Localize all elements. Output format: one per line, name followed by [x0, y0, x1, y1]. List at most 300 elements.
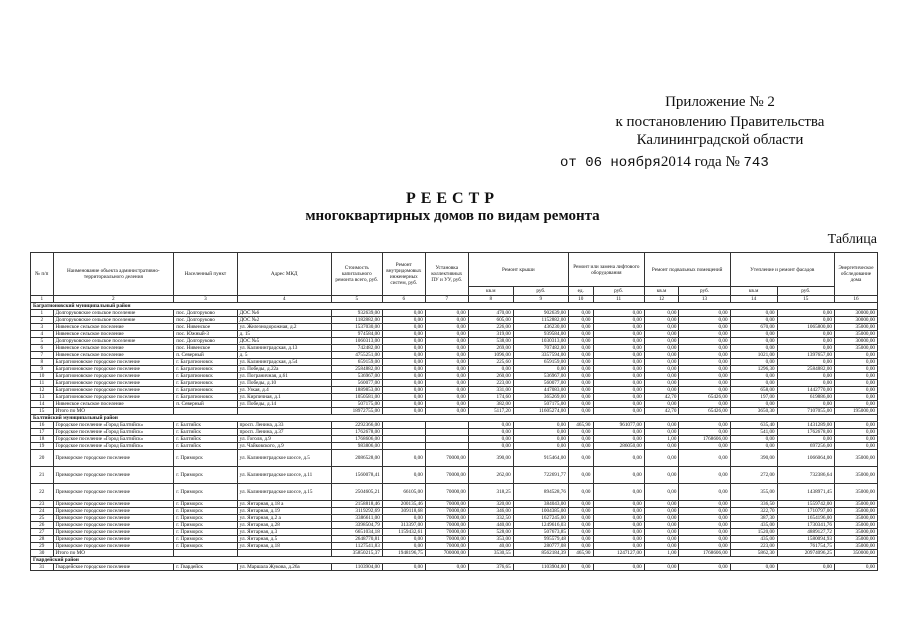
table-cell: 223,00 — [468, 380, 513, 387]
table-cell: 0,00 — [468, 422, 513, 429]
table-cell: 70000,00 — [425, 515, 468, 522]
table-cell: 28 — [31, 536, 54, 543]
table-cell: 440,00 — [468, 522, 513, 529]
table-cell: Приморское городское поселение — [53, 484, 174, 501]
table-cell: 35000,00 — [834, 522, 877, 529]
table-row — [31, 310, 878, 317]
table-cell: 0,00 — [568, 529, 593, 536]
table-cell: 70000,00 — [425, 508, 468, 515]
table-cell: 0,00 — [425, 359, 468, 366]
table-cell: 0,00 — [644, 450, 679, 467]
col-elevator: Ремонт или замена лифтового оборудования — [568, 253, 644, 287]
table-cell: 635,40 — [730, 422, 777, 429]
table-cell: 0,00 — [593, 310, 644, 317]
table-cell: Нивенское сельское поселение — [53, 331, 174, 338]
table-cell: 0,00 — [382, 450, 425, 467]
table-cell: 31 — [31, 564, 54, 571]
table-row — [31, 543, 878, 550]
table-cell: 0,00 — [644, 443, 679, 450]
table-cell: 0,00 — [425, 401, 468, 408]
table-cell: 0,00 — [777, 564, 834, 571]
table-cell — [174, 408, 237, 415]
table-cell: 0,00 — [568, 387, 593, 394]
table-cell: 0,00 — [593, 373, 644, 380]
registry-table — [30, 252, 878, 571]
table-row — [31, 408, 878, 415]
table-cell: 35000,00 — [834, 484, 877, 501]
table-cell: 1,00 — [644, 550, 679, 557]
table-cell: 1066064,00 — [777, 450, 834, 467]
registry-title: РЕЕСТР — [405, 190, 500, 207]
col-locality: Населенный пункт — [174, 253, 237, 296]
table-cell: 0,00 — [679, 401, 730, 408]
table-cell: 309118,68 — [382, 508, 425, 515]
table-cell: 1438971,45 — [777, 484, 834, 501]
table-cell: 0,00 — [468, 366, 513, 373]
table-cell: 0,00 — [730, 317, 777, 324]
table-cell: 0,00 — [834, 564, 877, 571]
table-cell: 0,00 — [568, 345, 593, 352]
table-cell: ул. Янтарная, д.18 — [237, 543, 331, 550]
table-cell: 0,00 — [593, 450, 644, 467]
table-cell: 0,00 — [382, 373, 425, 380]
column-number: 7 — [425, 296, 468, 303]
table-cell: Городское поселение «Город Балтийск» — [53, 422, 174, 429]
table-cell: 0,00 — [593, 366, 644, 373]
table-cell: 195000,00 — [834, 408, 877, 415]
table-cell: 2648770,81 — [331, 536, 382, 543]
table-cell: 70000,00 — [425, 450, 468, 467]
table-cell: 5117,20 — [468, 408, 513, 415]
table-cell: ул. Победы, д.22а — [237, 366, 331, 373]
col-internal: Ремонт внутридомовых инженерных систем, руб. — [382, 253, 425, 296]
table-cell: Долгоруковское сельское поселение — [53, 338, 174, 345]
section-header-row — [31, 303, 878, 310]
table-cell: 18 — [31, 436, 54, 443]
table-row — [31, 387, 878, 394]
table-cell: 0,00 — [425, 380, 468, 387]
table-cell: пос. Южный-3 — [174, 331, 237, 338]
table-cell: г. Балтийск — [174, 422, 237, 429]
table-cell: г. Балтийск — [174, 429, 237, 436]
column-number: 5 — [331, 296, 382, 303]
table-cell: 4755251,00 — [331, 352, 382, 359]
table-cell: 0,00 — [834, 436, 877, 443]
table-row — [31, 317, 878, 324]
table-cell: 0,00 — [679, 345, 730, 352]
table-cell: 23 — [31, 501, 54, 508]
sub-facade-sqm: кв.м — [730, 287, 777, 296]
table-cell: 269,00 — [468, 345, 513, 352]
table-cell: 436230,00 — [513, 324, 568, 331]
appendix-line-1: Приложение № 2 — [665, 94, 775, 110]
table-cell: ул. Кирпичная, д.1 — [237, 394, 331, 401]
table-cell: 20 — [31, 450, 54, 467]
table-cell: 0,00 — [593, 324, 644, 331]
table-cell: 0,00 — [425, 352, 468, 359]
table-cell: 0,00 — [568, 543, 593, 550]
column-number: 11 — [593, 296, 644, 303]
table-cell: 0,00 — [730, 373, 777, 380]
table-cell: 0,00 — [730, 331, 777, 338]
table-cell: 0,00 — [644, 508, 679, 515]
table-cell: 0,00 — [593, 536, 644, 543]
table-cell: г. Багратионовск — [174, 366, 237, 373]
table-cell: 894528,76 — [513, 484, 568, 501]
table-cell: 1710797,00 — [777, 508, 834, 515]
table-cell: 225,60 — [468, 359, 513, 366]
table-cell: 0,00 — [679, 508, 730, 515]
col-energy: Энергетическое обследование дома — [834, 253, 877, 296]
table-cell: 20974096,25 — [777, 550, 834, 557]
table-cell: 0,00 — [834, 373, 877, 380]
table-row — [31, 331, 878, 338]
table-cell: Приморское городское поселение — [53, 450, 174, 467]
table-row — [31, 508, 878, 515]
table-cell — [382, 422, 425, 429]
table-cell: 0,00 — [382, 324, 425, 331]
sub-facade-rub: руб. — [777, 287, 834, 296]
table-cell: 0,00 — [644, 522, 679, 529]
table-cell: 0,00 — [777, 331, 834, 338]
table-cell: 0,00 — [568, 564, 593, 571]
table-cell: 22 — [31, 484, 54, 501]
table-cell — [382, 436, 425, 443]
sub-basement-rub: руб. — [679, 287, 730, 296]
table-cell: ДОС №5 — [237, 338, 331, 345]
table-cell: 0,00 — [568, 317, 593, 324]
table-cell — [237, 550, 331, 557]
registry-body — [31, 303, 878, 571]
table-cell: 0,00 — [679, 352, 730, 359]
table-cell: 0,00 — [382, 536, 425, 543]
table-cell: 0,00 — [644, 515, 679, 522]
table-cell: 35000,00 — [834, 467, 877, 484]
table-cell: ул. Калининградская, д.13 — [237, 345, 331, 352]
table-cell: 35000,00 — [834, 324, 877, 331]
col-municipality: Наименование объекта административно-территориального деления — [53, 253, 174, 296]
table-cell: г. Приморск — [174, 501, 237, 508]
table-cell: 465,90 — [568, 422, 593, 429]
table-cell: 0,00 — [679, 501, 730, 508]
table-cell: 0,00 — [593, 522, 644, 529]
table-cell: 0,00 — [425, 387, 468, 394]
table-cell: пос. Долгоруково — [174, 317, 237, 324]
table-cell: 1537030,00 — [331, 324, 382, 331]
table-cell: ДОС №2 — [237, 317, 331, 324]
table-row — [31, 422, 878, 429]
table-cell: 0,00 — [834, 359, 877, 366]
table-cell: 0,00 — [644, 352, 679, 359]
table-cell: Городское поселение «Город Балтийск» — [53, 429, 174, 436]
table-cell: 507673,85 — [513, 529, 568, 536]
table-cell — [425, 429, 468, 436]
table-cell: 387,30 — [730, 515, 777, 522]
table-cell: 0,00 — [382, 331, 425, 338]
table-row — [31, 443, 878, 450]
table-cell: 670,00 — [730, 324, 777, 331]
table-cell: ул. Янтарная, д.2 а — [237, 515, 331, 522]
table-cell: Городское поселение «Город Балтийск» — [53, 436, 174, 443]
table-cell: 0,00 — [679, 331, 730, 338]
table-cell — [382, 429, 425, 436]
table-cell: 0,00 — [593, 331, 644, 338]
table-cell: 961077,00 — [593, 422, 644, 429]
table-cell: 8562184,39 — [513, 550, 568, 557]
table-cell: 0,00 — [568, 536, 593, 543]
table-cell: 332,50 — [468, 515, 513, 522]
table-cell: 286050,00 — [593, 443, 644, 450]
table-cell: 15 — [31, 408, 54, 415]
table-row — [31, 436, 878, 443]
table-cell: 6651034,18 — [331, 529, 382, 536]
table-cell: 0,00 — [644, 359, 679, 366]
table-cell: 1004385,00 — [513, 508, 568, 515]
table-cell: 0,00 — [593, 352, 644, 359]
table-cell: 0,00 — [425, 338, 468, 345]
table-cell: 174,60 — [468, 394, 513, 401]
table-cell: 1247127,00 — [593, 550, 644, 557]
table-cell: 376,65 — [468, 564, 513, 571]
table-cell: 1627245,00 — [513, 515, 568, 522]
table-cell: 0,00 — [593, 338, 644, 345]
table-cell: 8 — [31, 359, 54, 366]
table-cell: 355,00 — [730, 484, 777, 501]
decree-number: 743 — [743, 155, 769, 171]
table-cell: 35000,00 — [834, 529, 877, 536]
table-cell: 322,70 — [730, 508, 777, 515]
table-row — [31, 536, 878, 543]
table-cell: 932639,00 — [331, 310, 382, 317]
table-cell: 0,00 — [382, 352, 425, 359]
table-cell: д. 5 — [237, 352, 331, 359]
table-cell: 272,00 — [730, 467, 777, 484]
table-cell: 0,00 — [593, 408, 644, 415]
table-cell: 0,00 — [730, 310, 777, 317]
table-cell: Итого по МО — [53, 550, 174, 557]
table-cell: 541,00 — [730, 429, 777, 436]
table-cell: 0,00 — [834, 401, 877, 408]
table-cell: 659159,00 — [513, 359, 568, 366]
table-cell: 0,00 — [382, 380, 425, 387]
table-cell: пос. Нивенское — [174, 345, 237, 352]
table-cell: ул. Чайковского, д.9 — [237, 443, 331, 450]
table-cell: 1520,00 — [730, 529, 777, 536]
table-cell: 35000,00 — [834, 515, 877, 522]
table-cell: 3 — [31, 324, 54, 331]
table-cell: 35000,00 — [834, 536, 877, 543]
table-cell: г. Приморск — [174, 508, 237, 515]
table-cell: г. Багратионовск — [174, 380, 237, 387]
table-cell: 619886,00 — [777, 394, 834, 401]
table-cell: 3530,55 — [468, 550, 513, 557]
table-cell: Приморское городское поселение — [53, 522, 174, 529]
table-cell: Нивенское сельское поселение — [53, 401, 174, 408]
table-cell: 0,00 — [593, 380, 644, 387]
table-cell: 30000,00 — [834, 310, 877, 317]
table-cell: 0,00 — [777, 317, 834, 324]
table-cell: 0,00 — [679, 387, 730, 394]
table-cell: 2504605,21 — [331, 484, 382, 501]
table-cell: 0,00 — [568, 359, 593, 366]
table-cell: 697256,00 — [777, 443, 834, 450]
table-cell: 1889853,00 — [331, 387, 382, 394]
table-cell: 1096,00 — [468, 352, 513, 359]
table-cell: 25 — [31, 515, 54, 522]
table-cell: 0,00 — [593, 501, 644, 508]
table-cell: 1762678,00 — [777, 429, 834, 436]
table-cell: 0,00 — [644, 564, 679, 571]
table-cell: 1182882,00 — [331, 317, 382, 324]
table-cell: 0,00 — [834, 387, 877, 394]
table-cell: 0,00 — [382, 387, 425, 394]
table-row — [31, 564, 878, 571]
table-cell: 658,00 — [730, 387, 777, 394]
table-cell — [237, 408, 331, 415]
table-cell: 319,00 — [468, 331, 513, 338]
table-cell: 528,00 — [468, 529, 513, 536]
table-cell: 200135,46 — [382, 501, 425, 508]
table-cell: г. Приморск — [174, 450, 237, 467]
table-cell: 2292366,00 — [331, 422, 382, 429]
table-cell: 0,00 — [568, 394, 593, 401]
table-cell: 70000,00 — [425, 543, 468, 550]
table-cell: 1060313,00 — [331, 338, 382, 345]
table-cell: 1730341,76 — [777, 522, 834, 529]
col-meters: Установка коллективных ПУ и УУ, руб. — [425, 253, 468, 296]
table-cell: 0,00 — [593, 317, 644, 324]
table-cell: 318,25 — [468, 484, 513, 501]
table-cell: 0,00 — [382, 366, 425, 373]
table-cell: Багратионовское городское поселение — [53, 373, 174, 380]
table-cell: 30 — [31, 550, 54, 557]
table-cell: 983806,00 — [331, 443, 382, 450]
table-cell: 336,50 — [730, 501, 777, 508]
table-cell: 1103904,00 — [331, 564, 382, 571]
table-cell: 65426,00 — [679, 408, 730, 415]
table-cell: г. Приморск — [174, 536, 237, 543]
table-cell: 0,00 — [568, 522, 593, 529]
table-cell: 70000,00 — [425, 484, 468, 501]
table-cell: 0,00 — [568, 338, 593, 345]
table-cell: 30000,00 — [834, 338, 877, 345]
col-no: № п/п — [31, 253, 54, 296]
table-cell: 2 — [31, 317, 54, 324]
table-cell: просп. Ленина, д.37 — [237, 429, 331, 436]
table-cell: 35000,00 — [834, 508, 877, 515]
table-cell: 0,00 — [644, 484, 679, 501]
column-number: 16 — [834, 296, 877, 303]
table-cell: 0,00 — [593, 387, 644, 394]
table-cell: 447083,00 — [513, 387, 568, 394]
table-cell: 35850215,37 — [331, 550, 382, 557]
table-row — [31, 484, 878, 501]
table-cell: 223,00 — [730, 543, 777, 550]
table-cell: 390,00 — [730, 450, 777, 467]
table-cell: 0,00 — [679, 373, 730, 380]
table-cell: 0,00 — [382, 394, 425, 401]
table-cell: 0,00 — [644, 529, 679, 536]
table-cell: 0,00 — [777, 380, 834, 387]
table-row — [31, 550, 878, 557]
table-cell: 0,00 — [568, 380, 593, 387]
table-cell: 7107055,00 — [777, 408, 834, 415]
table-cell: 536967,00 — [513, 373, 568, 380]
table-cell: 0,00 — [425, 345, 468, 352]
table-cell: 0,00 — [834, 443, 877, 450]
table-row — [31, 450, 878, 467]
table-cell: 0,00 — [593, 345, 644, 352]
table-cell: 40,00 — [468, 543, 513, 550]
table-cell: г. Приморск — [174, 467, 237, 484]
table-row — [31, 324, 878, 331]
table-cell: 70000,00 — [425, 467, 468, 484]
table-cell: 0,00 — [679, 536, 730, 543]
table-cell: п. Северный — [174, 352, 237, 359]
table-row — [31, 366, 878, 373]
table-cell: 700000,00 — [425, 550, 468, 557]
table-row — [31, 373, 878, 380]
table-cell: 1442770,00 — [777, 387, 834, 394]
table-cell: 1065800,00 — [777, 324, 834, 331]
table-cell: 313397,00 — [382, 522, 425, 529]
table-cell: 0,00 — [568, 324, 593, 331]
table-row — [31, 380, 878, 387]
table-cell: 1654196,00 — [777, 515, 834, 522]
table-cell: 35000,00 — [834, 543, 877, 550]
table-cell: 0,00 — [382, 564, 425, 571]
table-cell: Нивенское сельское поселение — [53, 324, 174, 331]
table-cell: 0,00 — [834, 380, 877, 387]
col-basement: Ремонт подвальных помещений — [644, 253, 730, 287]
table-cell: 1103904,00 — [513, 564, 568, 571]
table-cell: 0,00 — [468, 436, 513, 443]
table-label: Таблица — [827, 232, 877, 247]
table-row — [31, 401, 878, 408]
table-cell: 0,00 — [568, 310, 593, 317]
table-cell: п. Северный — [174, 401, 237, 408]
table-cell: пос. Долгоруково — [174, 310, 237, 317]
table-cell: 0,00 — [730, 380, 777, 387]
table-cell: 1580094,93 — [777, 536, 834, 543]
table-cell: г. Приморск — [174, 522, 237, 529]
table-cell: 435,00 — [730, 522, 777, 529]
table-cell: 0,00 — [679, 429, 730, 436]
column-number: 1 — [31, 296, 54, 303]
table-cell: Долгоруковское сельское поселение — [53, 317, 174, 324]
table-cell: Приморское городское поселение — [53, 467, 174, 484]
sub-elevator-units: ед. — [568, 287, 593, 296]
table-cell: 0,00 — [730, 436, 777, 443]
table-cell: 435,00 — [730, 536, 777, 543]
table-cell: 14 — [31, 401, 54, 408]
column-number: 12 — [644, 296, 679, 303]
sub-basement-sqm: кв.м — [644, 287, 679, 296]
table-cell: 260,00 — [468, 373, 513, 380]
table-cell: 507175,00 — [513, 401, 568, 408]
table-row — [31, 501, 878, 508]
registry-subtitle: многоквартирных домов по видам ремонта — [305, 208, 600, 224]
table-cell: Приморское городское поселение — [53, 508, 174, 515]
table-row — [31, 429, 878, 436]
column-number: 6 — [382, 296, 425, 303]
table-cell: 0,00 — [679, 443, 730, 450]
column-number-row — [31, 296, 878, 303]
table-cell: г. Приморск — [174, 543, 237, 550]
col-cost: Стоимость капитального ремонта всего, руб. — [331, 253, 382, 296]
table-cell: 707482,00 — [513, 345, 568, 352]
table-cell: 35000,00 — [834, 450, 877, 467]
